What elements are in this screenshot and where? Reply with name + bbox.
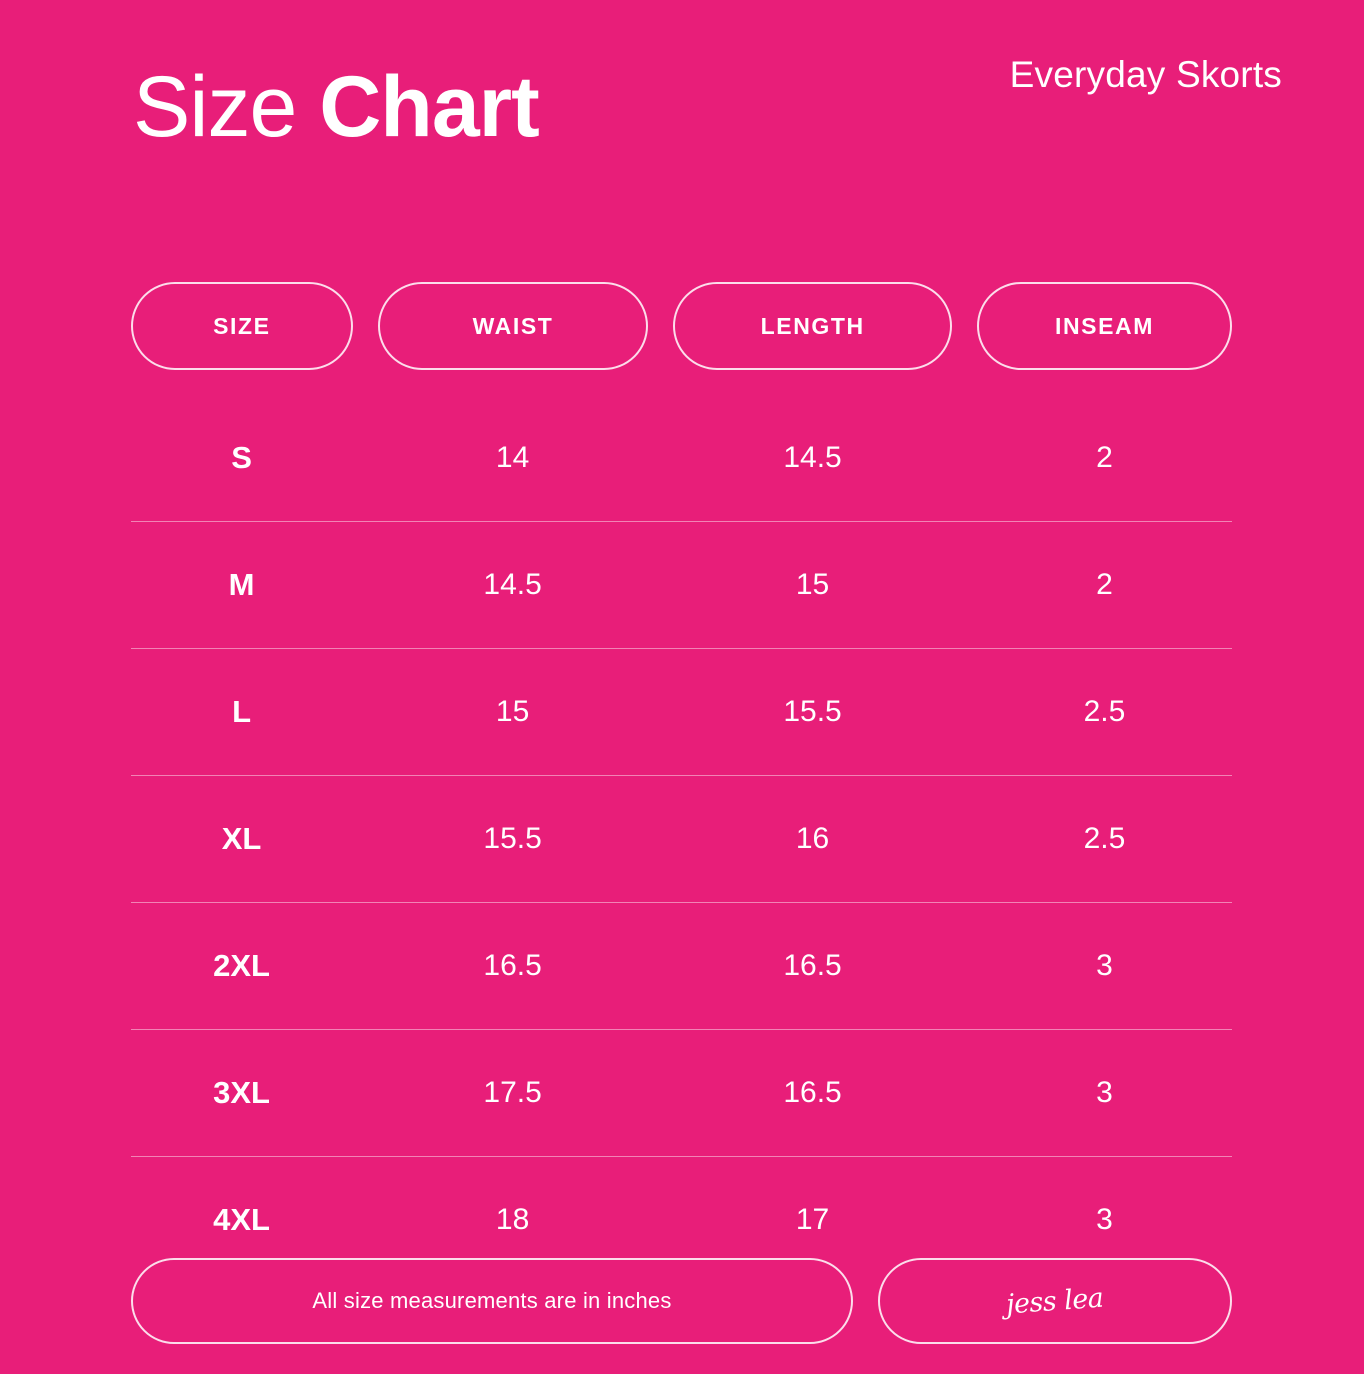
page-footer xyxy=(131,1258,1232,1344)
cell-inseam: 2.5 xyxy=(1083,695,1126,728)
cell-waist: 15 xyxy=(495,695,530,728)
cell-length: 16 xyxy=(795,822,830,855)
measurement-note: All size measurements are in inches xyxy=(131,1258,853,1344)
cell-inseam: 2.5 xyxy=(1083,822,1126,855)
cell-length: 16.5 xyxy=(783,1076,842,1109)
cell-inseam: 3 xyxy=(1096,1203,1113,1236)
page-title-thin: Size xyxy=(133,59,297,155)
cell-inseam: 2 xyxy=(1096,568,1113,601)
cell-length: 14.5 xyxy=(783,441,842,474)
cell-waist: 16.5 xyxy=(483,949,542,982)
column-header-length: LENGTH xyxy=(673,282,952,370)
table-row xyxy=(131,1030,1232,1157)
cell-waist: 14.5 xyxy=(483,568,542,601)
table-row xyxy=(131,395,1232,522)
table-row xyxy=(131,649,1232,776)
table-row xyxy=(131,522,1232,649)
page-header xyxy=(0,48,1364,188)
cell-inseam: 2 xyxy=(1096,441,1113,474)
cell-size: 2XL xyxy=(213,948,270,983)
cell-waist: 15.5 xyxy=(483,822,542,855)
cell-waist: 18 xyxy=(495,1203,530,1236)
size-table xyxy=(131,395,1232,1283)
column-header-waist: WAIST xyxy=(378,282,649,370)
cell-size: XL xyxy=(221,821,262,856)
table-header-row xyxy=(131,282,1232,370)
cell-length: 17 xyxy=(795,1203,830,1236)
table-row xyxy=(131,903,1232,1030)
brand-logo xyxy=(878,1258,1232,1344)
cell-waist: 17.5 xyxy=(483,1076,542,1109)
column-header-inseam: INSEAM xyxy=(977,282,1232,370)
cell-size: M xyxy=(228,567,255,602)
cell-length: 15 xyxy=(795,568,830,601)
product-name: Everyday Skorts xyxy=(1009,54,1282,95)
column-header-size: SIZE xyxy=(131,282,353,370)
cell-size: 4XL xyxy=(213,1202,270,1237)
cell-length: 15.5 xyxy=(783,695,842,728)
table-row xyxy=(131,776,1232,903)
cell-size: S xyxy=(231,440,252,475)
page-title xyxy=(133,59,539,155)
cell-waist: 14 xyxy=(495,441,530,474)
cell-size: 3XL xyxy=(213,1075,270,1110)
page-title-bold: Chart xyxy=(319,59,539,155)
brand-logo-text: jess lea xyxy=(1005,1282,1105,1320)
cell-inseam: 3 xyxy=(1096,1076,1113,1109)
cell-length: 16.5 xyxy=(783,949,842,982)
cell-inseam: 3 xyxy=(1096,949,1113,982)
cell-size: L xyxy=(232,694,252,729)
